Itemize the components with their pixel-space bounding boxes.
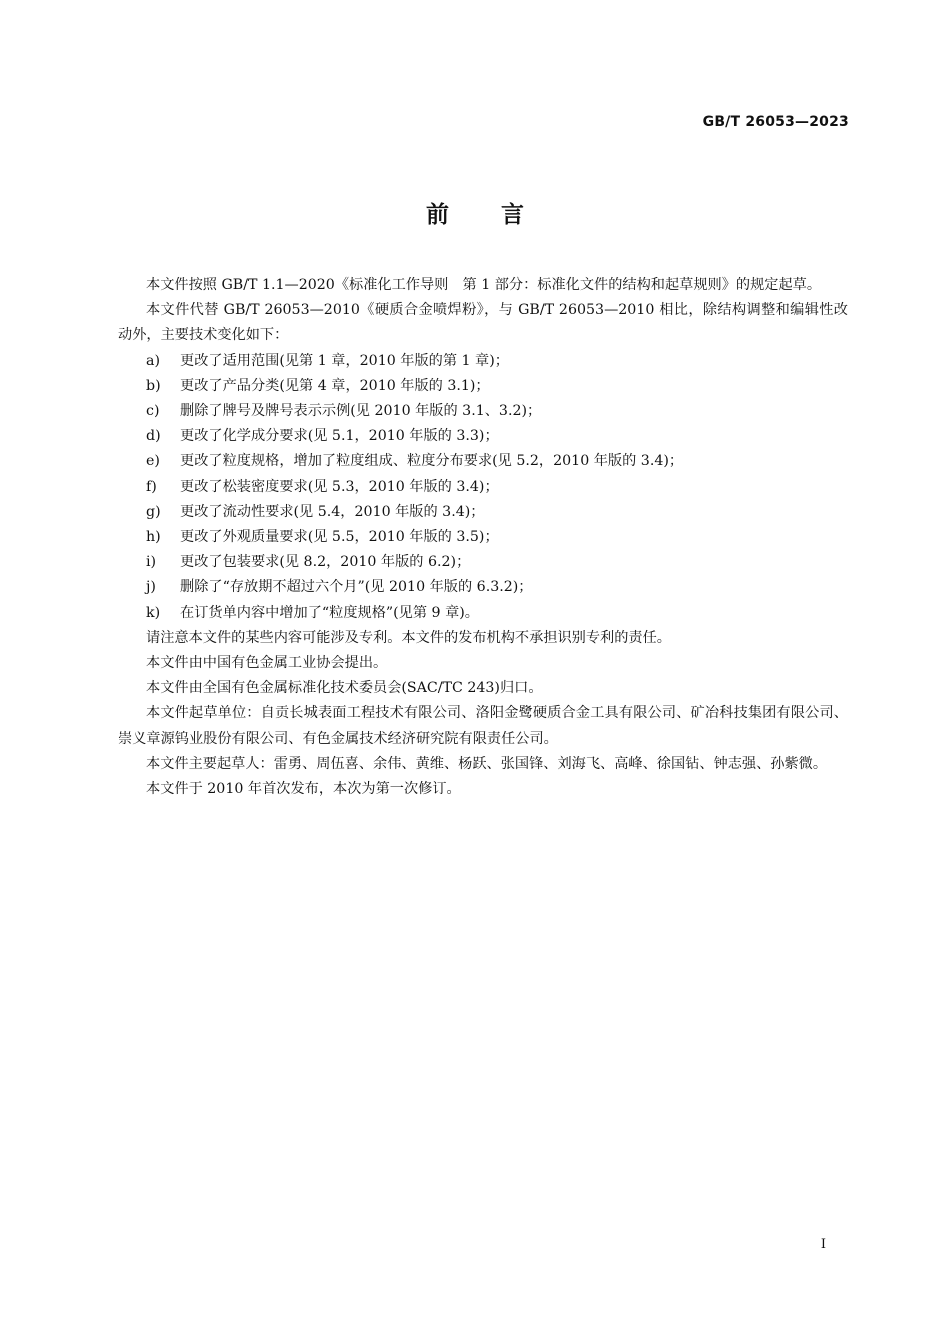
list-item-text: 更改了外观质量要求(见 5.5，2010 年版的 3.5)； (180, 529, 499, 546)
list-item-text: 更改了松装密度要求(见 5.3，2010 年版的 3.4)； (180, 478, 499, 495)
list-item-mark: g) (146, 503, 161, 520)
document-body (118, 273, 848, 802)
list-item-text: 更改了粒度规格，增加了粒度组成、粒度分布要求(见 5.2，2010 年版的 3.4)； (180, 453, 684, 470)
list-item (118, 399, 848, 424)
history-paragraph: 本文件于 2010 年首次发布，本次为第一次修订。 (146, 781, 461, 798)
page-title: 前言 (426, 202, 576, 228)
list-item (118, 500, 848, 525)
list-item-mark: e) (146, 453, 160, 470)
list-item (118, 575, 848, 600)
list-item-mark: f) (146, 478, 157, 495)
list-item-text: 更改了化学成分要求(见 5.1，2010 年版的 3.3)； (180, 428, 499, 445)
committee-paragraph: 本文件由全国有色金属标准化技术委员会(SAC/TC 243)归口。 (146, 680, 543, 697)
drafting-units-paragraph: 本文件起草单位：自贡长城表面工程技术有限公司、洛阳金鹭硬质合金工具有限公司、矿冶科技集团有限公司、崇义章源钨业股份有限公司、有色金属技术经济研究院有限责任公司。 (118, 705, 848, 747)
list-item (118, 424, 848, 449)
list-item (118, 601, 848, 626)
standard-code: GB/T 26053—2023 (702, 114, 849, 130)
list-item (118, 374, 848, 399)
list-item-mark: a) (146, 352, 160, 369)
list-item-mark: b) (146, 377, 161, 394)
intro-paragraph: 本文件代替 GB/T 26053—2010《硬质合金喷焊粉》，与 GB/T 26053—2010 相比，除结构调整和编辑性改动外，主要技术变化如下： (118, 302, 848, 344)
list-item (118, 475, 848, 500)
list-item-text: 在订货单内容中增加了“粒度规格”(见第 9 章)。 (180, 604, 479, 621)
list-item-mark: d) (146, 428, 161, 445)
patent-notice-paragraph: 请注意本文件的某些内容可能涉及专利。本文件的发布机构不承担识别专利的责任。 (146, 629, 671, 646)
proposer-paragraph: 本文件由中国有色金属工业协会提出。 (146, 655, 388, 672)
list-item-text: 删除了“存放期不超过六个月”(见 2010 年版的 6.3.2)； (180, 579, 533, 596)
list-item (118, 449, 848, 474)
list-item-mark: k) (146, 604, 161, 621)
list-item-mark: h) (146, 529, 161, 546)
list-item-mark: i) (146, 554, 157, 571)
list-item-text: 删除了牌号及牌号表示示例(见 2010 年版的 3.1、3.2)； (180, 403, 542, 420)
list-item (118, 349, 848, 374)
list-item (118, 550, 848, 575)
intro-paragraph: 本文件按照 GB/T 1.1—2020《标准化工作导则 第 1 部分：标准化文件的结构和起草规则》的规定起草。 (146, 277, 822, 293)
list-item-text: 更改了适用范围(见第 1 章，2010 年版的第 1 章)； (180, 352, 509, 369)
drafters-paragraph: 本文件主要起草人：雷勇、周伍喜、余伟、黄维、杨跃、张国锋、刘海飞、高峰、徐国钻、钟志强、孙紫微。 (146, 755, 828, 772)
list-item-mark: c) (146, 403, 160, 420)
list-item-text: 更改了产品分类(见第 4 章，2010 年版的 3.1)； (180, 377, 490, 394)
list-item (118, 525, 848, 550)
list-item-text: 更改了包装要求(见 8.2，2010 年版的 6.2)； (180, 554, 471, 571)
page-number: I (820, 1237, 826, 1252)
list-item-text: 更改了流动性要求(见 5.4，2010 年版的 3.4)； (180, 503, 485, 520)
list-item-mark: j) (146, 579, 156, 596)
change-list (118, 349, 848, 626)
